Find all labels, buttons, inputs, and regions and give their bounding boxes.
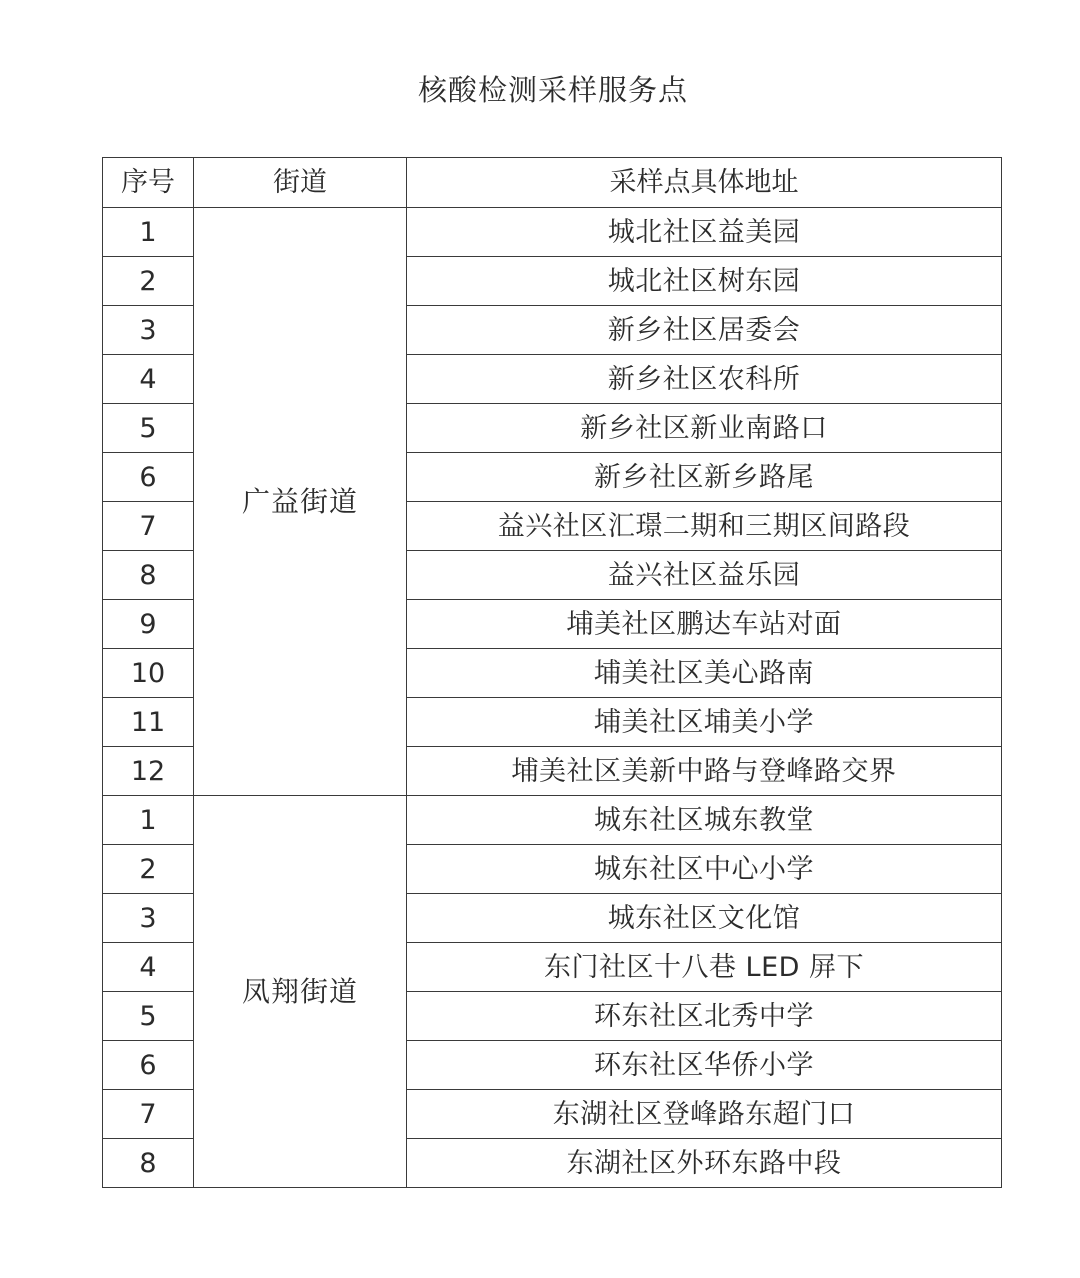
row-number-cell: 3 <box>103 306 194 355</box>
row-number-cell: 8 <box>103 1139 194 1188</box>
address-cell: 东湖社区外环东路中段 <box>407 1139 1002 1188</box>
header-street: 街道 <box>194 158 407 208</box>
page-title: 核酸检测采样服务点 <box>417 73 688 107</box>
row-number-cell: 1 <box>103 208 194 257</box>
address-cell: 新乡社区居委会 <box>407 306 1002 355</box>
address-cell: 城东社区中心小学 <box>407 845 1002 894</box>
table-header-row <box>103 158 1002 208</box>
row-number-cell: 5 <box>103 404 194 453</box>
address-cell: 益兴社区益乐园 <box>407 551 1002 600</box>
address-cell: 城东社区文化馆 <box>407 894 1002 943</box>
address-cell: 城北社区树东园 <box>407 257 1002 306</box>
address-cell: 埔美社区美心路南 <box>407 649 1002 698</box>
table-row <box>103 208 1002 257</box>
address-cell: 东湖社区登峰路东超门口 <box>407 1090 1002 1139</box>
address-cell: 环东社区华侨小学 <box>407 1041 1002 1090</box>
address-cell: 埔美社区美新中路与登峰路交界 <box>407 747 1002 796</box>
row-number-cell: 12 <box>103 747 194 796</box>
row-number-cell: 3 <box>103 894 194 943</box>
header-index: 序号 <box>103 158 194 208</box>
row-number-cell: 6 <box>103 1041 194 1090</box>
address-cell: 埔美社区鹏达车站对面 <box>407 600 1002 649</box>
row-number-cell: 6 <box>103 453 194 502</box>
row-number-cell: 9 <box>103 600 194 649</box>
address-cell: 新乡社区农科所 <box>407 355 1002 404</box>
street-cell: 凤翔街道 <box>194 796 407 1188</box>
address-cell: 新乡社区新业南路口 <box>407 404 1002 453</box>
table-body <box>103 208 1002 1188</box>
table-row <box>103 796 1002 845</box>
sampling-sites-table <box>102 157 1002 1188</box>
address-cell: 城北社区益美园 <box>407 208 1002 257</box>
row-number-cell: 7 <box>103 502 194 551</box>
row-number-cell: 11 <box>103 698 194 747</box>
address-cell: 环东社区北秀中学 <box>407 992 1002 1041</box>
row-number-cell: 1 <box>103 796 194 845</box>
address-cell: 城东社区城东教堂 <box>407 796 1002 845</box>
row-number-cell: 8 <box>103 551 194 600</box>
row-number-cell: 4 <box>103 355 194 404</box>
street-cell: 广益街道 <box>194 208 407 796</box>
row-number-cell: 2 <box>103 845 194 894</box>
address-cell: 益兴社区汇璟二期和三期区间路段 <box>407 502 1002 551</box>
row-number-cell: 2 <box>103 257 194 306</box>
row-number-cell: 10 <box>103 649 194 698</box>
row-number-cell: 7 <box>103 1090 194 1139</box>
address-cell: 东门社区十八巷 LED 屏下 <box>407 943 1002 992</box>
address-cell: 新乡社区新乡路尾 <box>407 453 1002 502</box>
row-number-cell: 5 <box>103 992 194 1041</box>
row-number-cell: 4 <box>103 943 194 992</box>
address-cell: 埔美社区埔美小学 <box>407 698 1002 747</box>
header-address: 采样点具体地址 <box>407 158 1002 208</box>
